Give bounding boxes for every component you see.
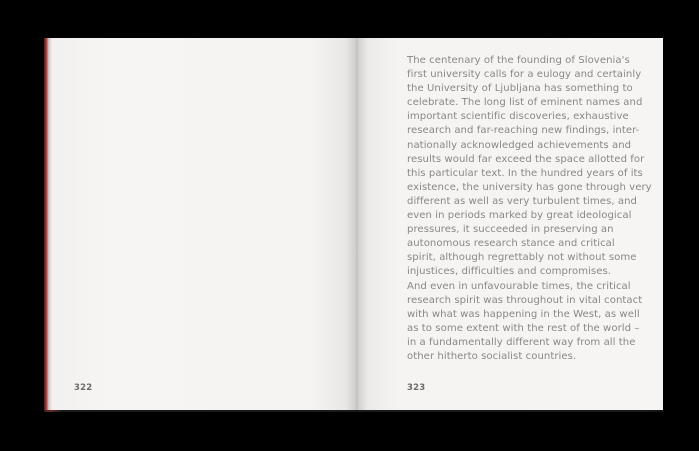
right-page bbox=[357, 38, 663, 410]
body-text bbox=[407, 54, 657, 364]
book-spread bbox=[44, 38, 663, 410]
book-bottom-edge bbox=[44, 410, 663, 412]
left-page bbox=[44, 38, 357, 410]
paragraph-1: The centenary of the founding of Slovenia's first university calls for a eulogy and certainly the University of Ljubljana has something to celebrate. The long list of eminent names and important scientific discoveries, exhaustive research and far-reaching new findings, inter- nationally acknowledged achievements and results would far exceed the space allotted for this particular text. In the hundred years of its existence, the university has gone through very different as well as very turbulent times, and even in periods marked by great ideological pressures, it succeeded in preserving an autonomous research stance and critical spirit, although regrettably not without some injustices, difficulties and compromises. bbox=[407, 55, 652, 278]
right-page-number: 323 bbox=[407, 383, 426, 393]
page-edge-stack bbox=[44, 38, 52, 410]
left-page-number: 322 bbox=[74, 383, 93, 393]
paragraph-2: And even in unfavourable times, the critical research spirit was throughout in vital contact with what was happening in the West, as well as to some extent with the rest of the world – in a fundamentally different way from all the other hitherto socialist countries. bbox=[407, 280, 643, 362]
